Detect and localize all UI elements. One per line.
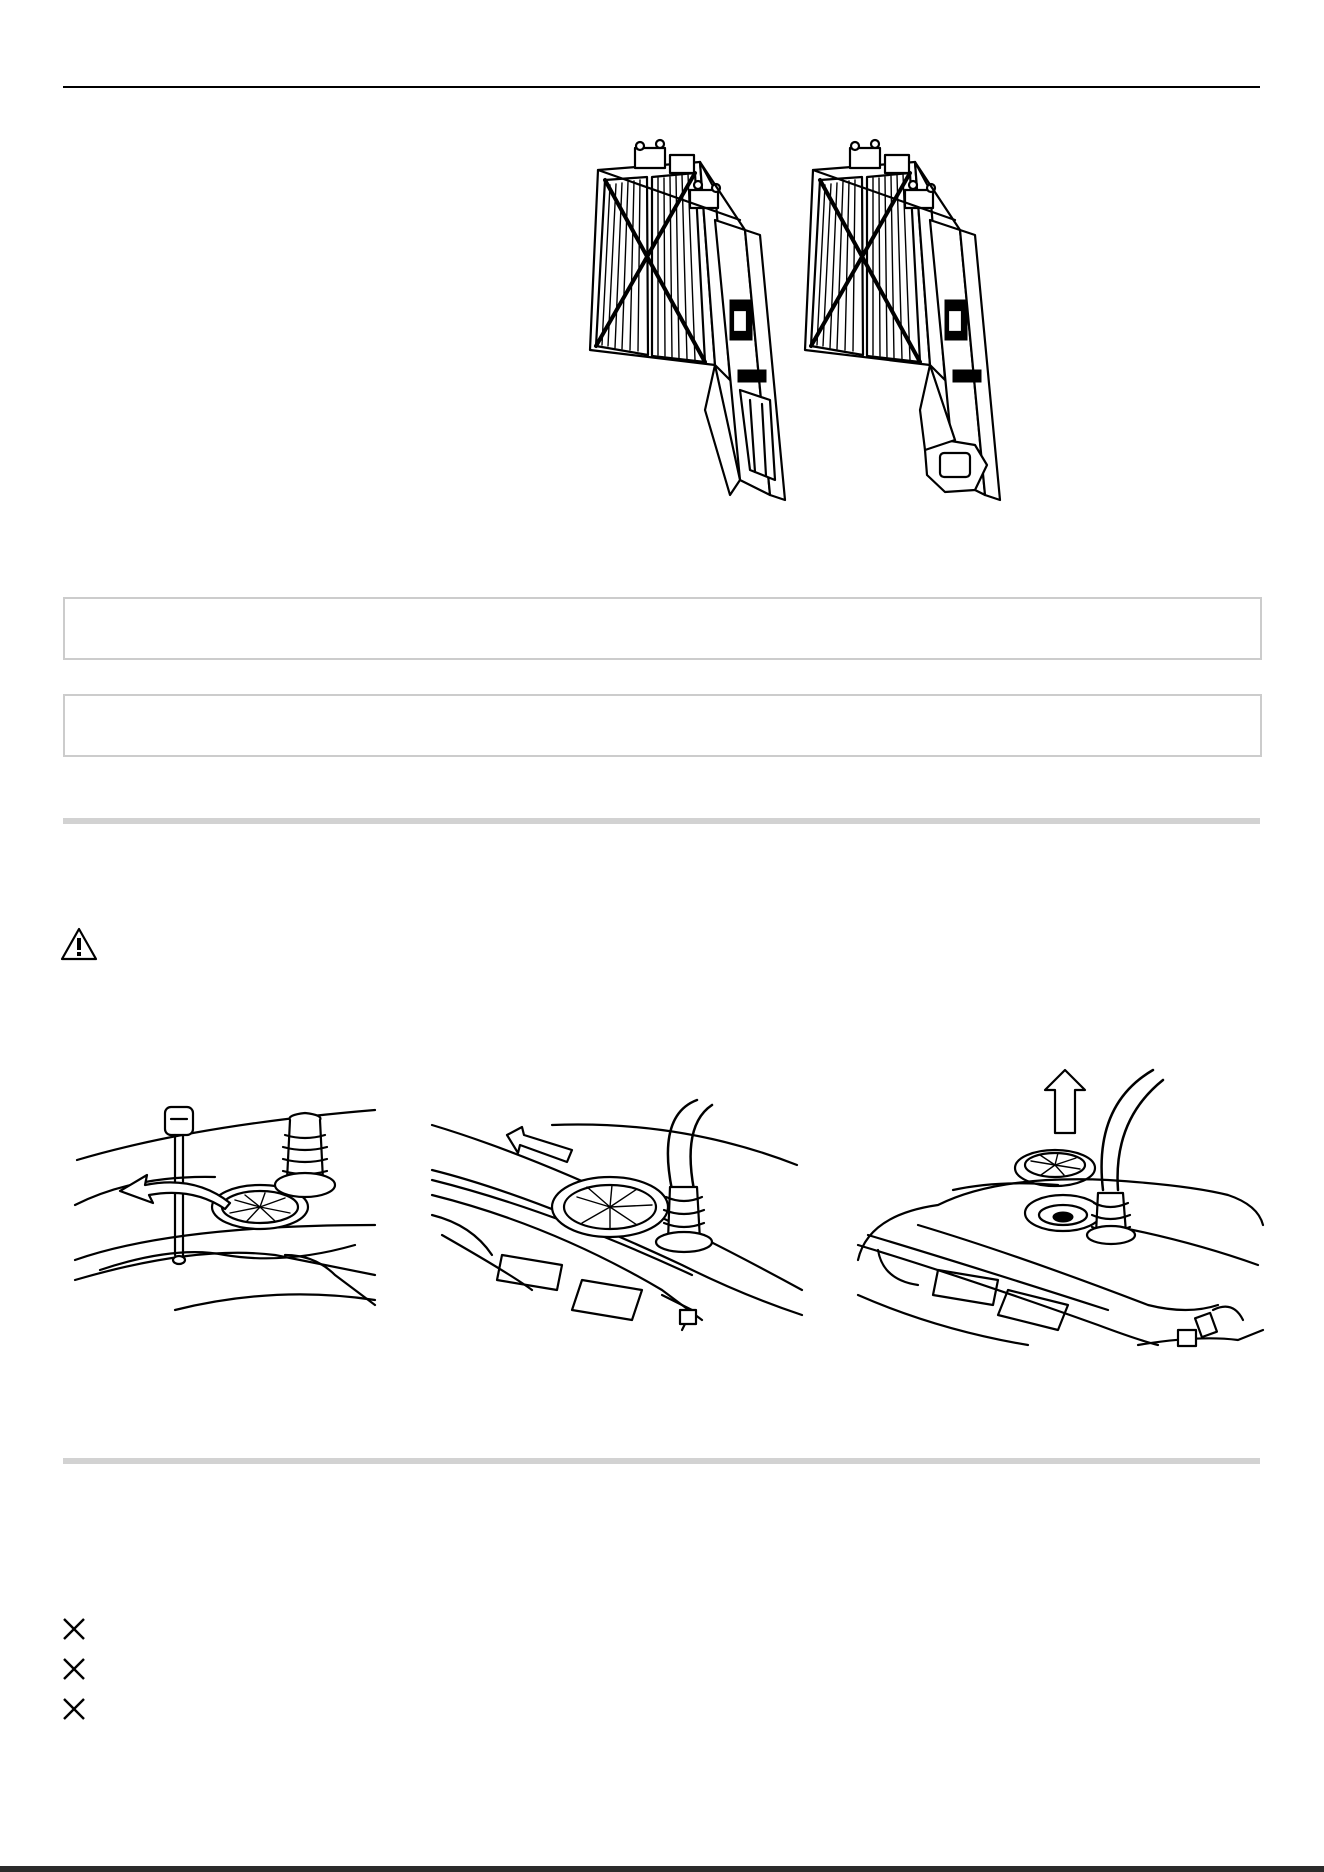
filter-cartridges-illustration	[580, 150, 1000, 520]
empty-info-box-2	[63, 694, 1262, 757]
cross-icon	[62, 1657, 86, 1681]
top-rule	[63, 86, 1260, 88]
lift-cover-illustration	[858, 1065, 1270, 1370]
section-separator-2	[63, 1458, 1260, 1464]
empty-info-box-1	[63, 597, 1262, 660]
cross-icon	[62, 1617, 86, 1641]
warning-triangle-icon	[60, 927, 98, 961]
section-separator-1	[63, 818, 1260, 824]
filter-cartridge-left	[590, 140, 785, 500]
slide-cover-illustration	[432, 1115, 802, 1340]
cross-icon	[62, 1697, 86, 1721]
filter-cartridge-right	[805, 140, 1000, 500]
screwdriver-rotate-cover-illustration	[75, 1105, 375, 1315]
footer-bar	[0, 1866, 1324, 1872]
